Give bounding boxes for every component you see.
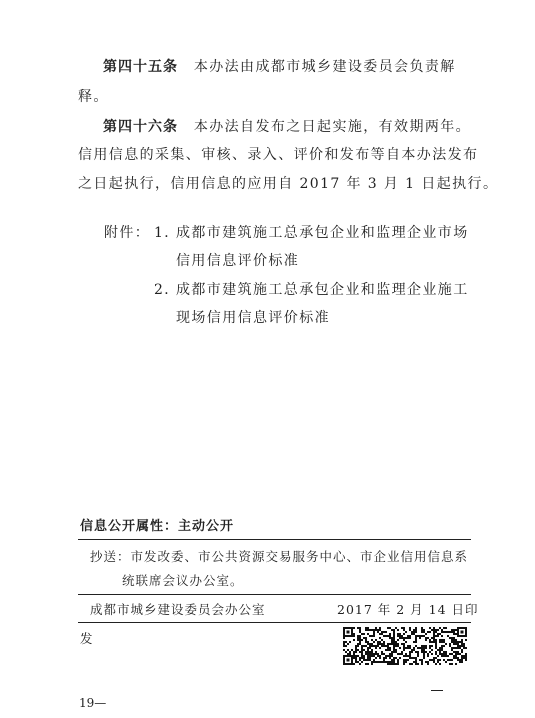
article-46-line-3: 之日起执行，信用信息的应用自 2017 年 3 月 1 日起执行。 — [78, 176, 499, 192]
article-46-line-2: 信用信息的采集、审核、录入、评价和发布等自本办法发布 — [78, 147, 479, 163]
attachment-1-line-1: 成都市建筑施工总承包企业和监理企业市场 — [176, 225, 469, 241]
bottom-dash — [431, 690, 443, 691]
article-46-heading: 第四十六条 — [103, 119, 178, 135]
attachments-label: 附件： — [104, 225, 151, 241]
article-45-line-2: 释。 — [78, 89, 109, 105]
cc-line-2: 统联席会议办公室。 — [122, 573, 244, 588]
attachment-1-line-2: 信用信息评价标准 — [176, 253, 300, 269]
attachment-1-number: 1． — [154, 225, 180, 241]
page-number: 19— — [79, 696, 107, 710]
attachment-2-number: 2． — [154, 282, 180, 298]
article-46-text: 本办法自发布之日起实施，有效期两年。 — [193, 119, 472, 135]
rule-top — [78, 539, 471, 540]
rule-middle — [78, 594, 471, 595]
rule-bottom — [78, 622, 471, 623]
issuer-date-wrap: 发 — [80, 631, 94, 646]
article-45-heading: 第四十五条 — [103, 59, 178, 75]
disclosure-attribute: 信息公开属性：主动公开 — [80, 519, 235, 534]
article-45-text: 本办法由成都市城乡建设委员会负责解 — [193, 59, 456, 75]
article-45-line-1 — [103, 58, 456, 76]
article-46-line-1 — [103, 118, 471, 136]
attachment-2-line-1: 成都市建筑施工总承包企业和监理企业施工 — [176, 282, 469, 298]
attachment-2-line-2: 现场信用信息评价标准 — [176, 310, 330, 326]
issue-date: 2017 年 2 月 14 日印 — [337, 602, 479, 617]
cc-line-1: 抄送：市发改委、市公共资源交易服务中心、市企业信用信息系 — [90, 549, 469, 564]
issuer-office: 成都市城乡建设委员会办公室 — [90, 602, 266, 617]
barcode-icon — [343, 627, 467, 665]
